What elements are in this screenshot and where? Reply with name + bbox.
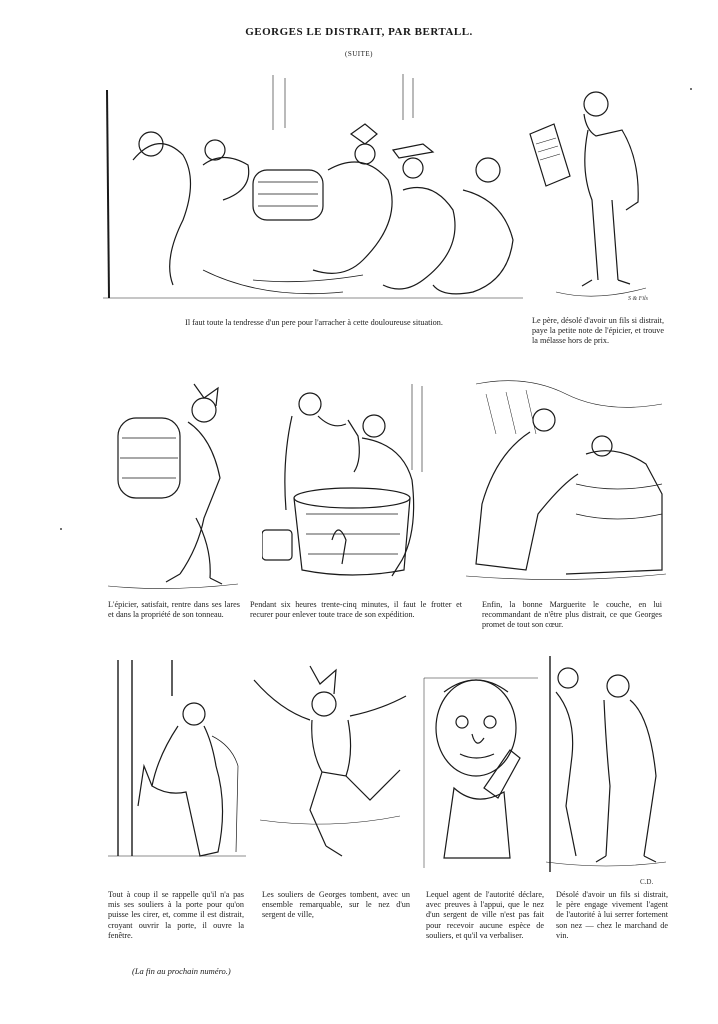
caption-panel-5: Enfin, la bonne Marguerite le couche, en lui recommandant de n'être plus distrait, ce que Georges promet de tout son cœur. bbox=[482, 600, 662, 630]
engraver-signature: S & Fils bbox=[628, 296, 649, 302]
illustration-panel-9 bbox=[546, 656, 666, 872]
illustration-panel-5 bbox=[466, 374, 666, 584]
illustration-panel-1 bbox=[103, 70, 523, 302]
page-speck bbox=[60, 528, 62, 530]
page-speck bbox=[690, 88, 692, 90]
illustration-panel-2 bbox=[526, 80, 666, 302]
caption-panel-7: Les souliers de Georges tombent, avec un ensemble remarquable, sur le nez d'un sergent de ville, bbox=[262, 890, 410, 920]
page-title: GEORGES LE DISTRAIT, PAR BERTALL. bbox=[245, 26, 473, 38]
monogram-signature: C.D. bbox=[640, 878, 654, 886]
illustration-panel-6 bbox=[108, 656, 246, 872]
illustration-panel-4 bbox=[262, 380, 460, 584]
caption-panel-9: Désolé d'avoir un fils si distrait, le père engage vivement l'agent de l'autorité à lui serrer fortement son nez — chez le marchand de vin. bbox=[556, 890, 668, 940]
caption-panel-6: Tout à coup il se rappelle qu'il n'a pas mis ses souliers à la porte pour qu'on puisse les cirer, et, comme il est distrait, croyant ouvrir la porte, il ouvre la fenêtre. bbox=[108, 890, 244, 940]
page-subtitle: (SUITE) bbox=[345, 50, 373, 58]
illustration-panel-8 bbox=[414, 658, 542, 868]
continuation-note: (La fin au prochain numéro.) bbox=[132, 966, 231, 976]
caption-panel-4: Pendant six heures trente-cinq minutes, il faut le frotter et recurer pour enlever toute trace de son expédition. bbox=[250, 600, 462, 620]
illustration-panel-3 bbox=[108, 378, 240, 592]
caption-panel-8: Lequel agent de l'autorité déclare, avec preuves à l'appui, que le nez d'un sergent de ville n'est pas fait pour recevoir aucune espèce de souliers, et qu'il va verbaliser. bbox=[426, 890, 544, 940]
caption-panel-2: Le père, désolé d'avoir un fils si distrait, paye la petite note de l'épicier, et trouve la mélasse hors de prix. bbox=[532, 316, 664, 346]
caption-panel-3: L'épicier, satisfait, rentre dans ses lares et dans la propriété de son tonneau. bbox=[108, 600, 240, 620]
illustration-panel-7 bbox=[250, 660, 410, 866]
caption-panel-1: Il faut toute la tendresse d'un pere pour l'arracher à cette douloureuse situation. bbox=[185, 318, 443, 327]
